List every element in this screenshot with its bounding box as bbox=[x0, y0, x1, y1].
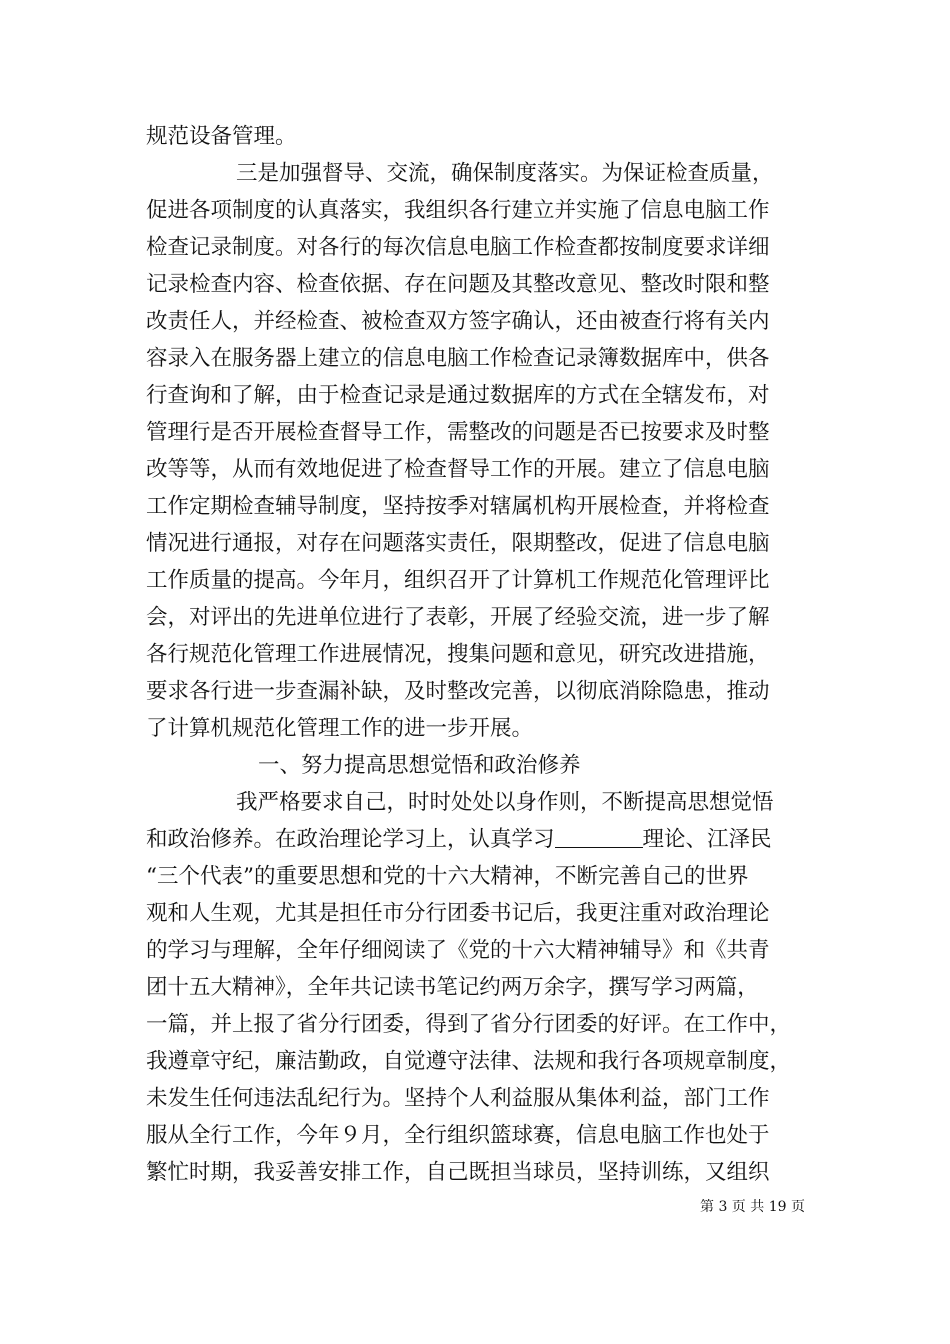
page-number-footer: 第 3 页 共 19 页 bbox=[700, 1199, 805, 1215]
paragraph-line: 一篇，并上报了省分行团委，得到了省分行团委的好评。在工作中， bbox=[146, 1012, 792, 1037]
line-segment: 和政治修养。在政治理论学习上，认真学习 bbox=[146, 827, 555, 852]
paragraph-line: 工作质量的提高。今年月，组织召开了计算机工作规范化管理评比 bbox=[146, 568, 770, 593]
paragraph-line: 记录检查内容、检查依据、存在问题及其整改意见、整改时限和整 bbox=[146, 272, 770, 297]
paragraph-line: 工作定期检查辅导制度，坚持按季对辖属机构开展检查，并将检查 bbox=[146, 494, 770, 519]
paragraph-line: 我遵章守纪，廉洁勤政，自觉遵守法律、法规和我行各项规章制度， bbox=[146, 1049, 792, 1074]
paragraph-line: 容录入在服务器上建立的信息电脑工作检查记录簿数据库中，供各 bbox=[146, 346, 770, 371]
paragraph-line: “三个代表”的重要思想和党的十六大精神，不断完善自己的世界 bbox=[146, 864, 749, 889]
paragraph-line: 未发生任何违法乱纪行为。坚持个人利益服从集体利益，部门工作 bbox=[146, 1086, 770, 1111]
paragraph-line: 繁忙时期，我妥善安排工作，自己既担当球员，坚持训练，又组织 bbox=[146, 1160, 770, 1185]
paragraph-line: 各行规范化管理工作进展情况，搜集问题和意见，研究改进措施， bbox=[146, 642, 770, 667]
paragraph-line: 情况进行通报，对存在问题落实责任，限期整改，促进了信息电脑 bbox=[146, 531, 770, 556]
paragraph-line: 改等等，从而有效地促进了检查督导工作的开展。建立了信息电脑 bbox=[146, 457, 770, 482]
line-segment: 理论、江泽民 bbox=[642, 827, 772, 852]
paragraph-line-with-blank bbox=[146, 821, 810, 858]
paragraph-line: 要求各行进一步查漏补缺，及时整改完善，以彻底消除隐患，推动 bbox=[146, 679, 770, 704]
body-text bbox=[146, 118, 810, 1191]
paragraph-line: 规范设备管理。 bbox=[146, 124, 297, 149]
blank-underline bbox=[555, 825, 643, 848]
paragraph-line: 的学习与理解，全年仔细阅读了《党的十六大精神辅导》和《共青 bbox=[146, 938, 770, 963]
paragraph-line: 检查记录制度。对各行的每次信息电脑工作检查都按制度要求详细 bbox=[146, 235, 770, 260]
section-heading: 一、努力提高思想觉悟和政治修养 bbox=[258, 753, 581, 778]
paragraph-line: 团十五大精神》，全年共记读书笔记约两万余字，撰写学习两篇， bbox=[146, 975, 759, 1000]
paragraph-line: 会，对评出的先进单位进行了表彰，开展了经验交流，进一步了解 bbox=[146, 605, 770, 630]
paragraph-line: 管理行是否开展检查督导工作，需整改的问题是否已按要求及时整 bbox=[146, 420, 770, 445]
paragraph-line: 行查询和了解，由于检查记录是通过数据库的方式在全辖发布，对 bbox=[146, 383, 770, 408]
paragraph-line: 改责任人，并经检查、被检查双方签字确认，还由被查行将有关内 bbox=[146, 309, 770, 334]
paragraph-line: 了计算机规范化管理工作的进一步开展。 bbox=[146, 716, 534, 741]
paragraph-line: 我严格要求自己，时时处处以身作则，不断提高思想觉悟 bbox=[236, 790, 774, 815]
paragraph-line: 服从全行工作，今年９月，全行组织篮球赛，信息电脑工作也处于 bbox=[146, 1123, 770, 1148]
paragraph-line: 促进各项制度的认真落实，我组织各行建立并实施了信息电脑工作 bbox=[146, 198, 770, 223]
paragraph-line: 观和人生观，尤其是担任市分行团委书记后，我更注重对政治理论 bbox=[146, 901, 770, 926]
paragraph-line: 三是加强督导、交流，确保制度落实。为保证检查质量， bbox=[236, 161, 774, 186]
